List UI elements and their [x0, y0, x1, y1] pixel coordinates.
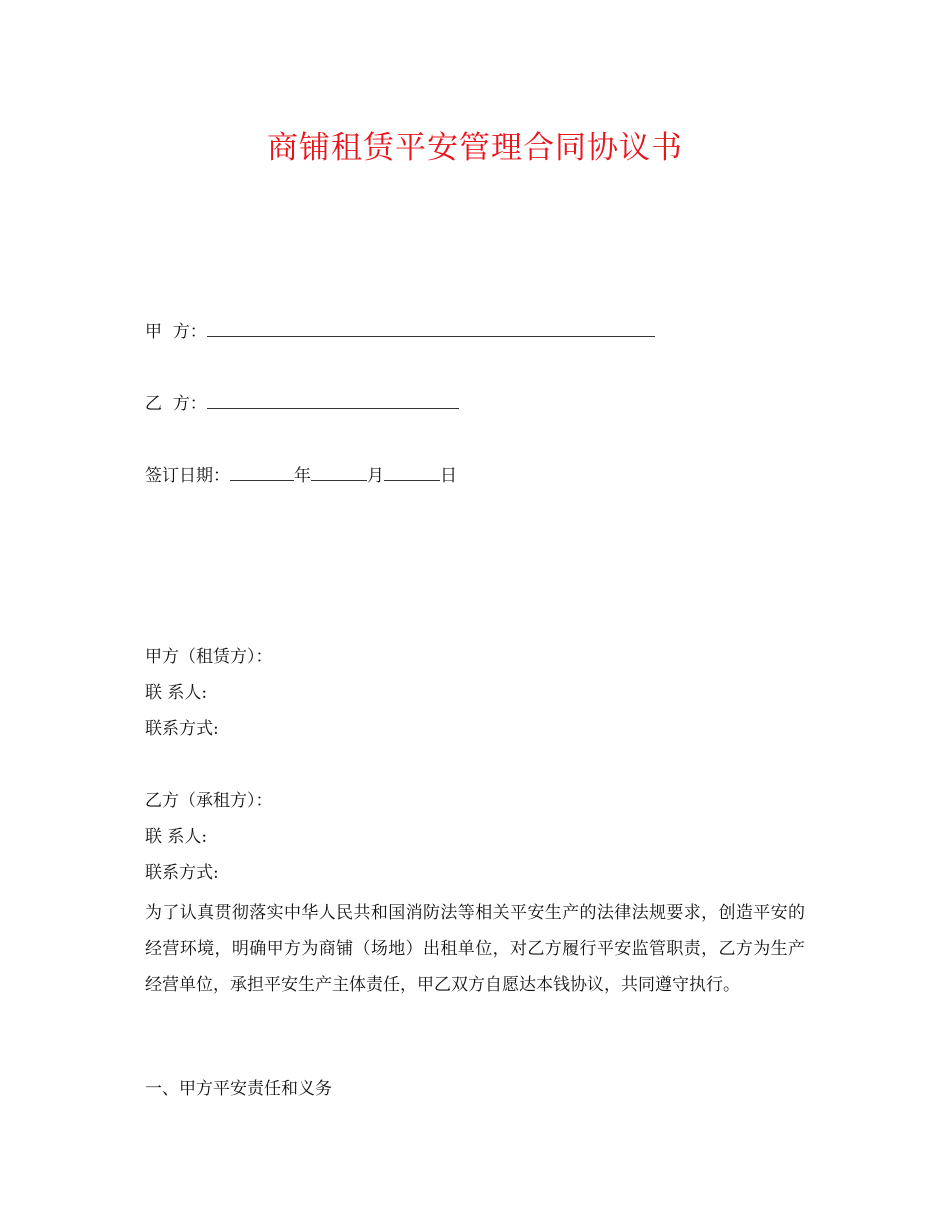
- year-blank[interactable]: [230, 464, 294, 481]
- sign-date-label: 签订日期：: [145, 466, 230, 486]
- lessor-contact-person: 联 系人:: [145, 683, 208, 703]
- year-label: 年: [294, 466, 311, 486]
- party-a-label: 甲 方：: [145, 322, 207, 342]
- day-label: 日: [440, 466, 457, 486]
- month-label: 月: [367, 466, 384, 486]
- party-a-line: [145, 320, 655, 343]
- lessee-contact-person: 联 系人:: [145, 827, 208, 847]
- party-b-blank[interactable]: [207, 392, 459, 409]
- party-b-line: [145, 392, 459, 415]
- lessor-contact-method: 联系方式:: [145, 719, 219, 739]
- lessor-heading: 甲方（租赁方）：: [145, 647, 273, 667]
- month-blank[interactable]: [311, 464, 367, 481]
- intro-paragraph: 为了认真贯彻落实中华人民共和国消防法等相关平安生产的法律法规要求，创造平安的经营环境，明确甲方为商铺（场地）出租单位，对乙方履行平安监管职责，乙方为生产经营单位，承担平安生产主体责任，甲乙双方自愿达本钱协议，共同遵守执行。: [145, 903, 805, 995]
- document-title: 商铺租赁平安管理合同协议书: [267, 130, 683, 166]
- lessee-contact-method: 联系方式:: [145, 863, 219, 883]
- sign-date-line: [145, 464, 457, 487]
- party-a-blank[interactable]: [207, 320, 655, 337]
- party-b-label: 乙 方：: [145, 394, 207, 414]
- lessee-heading: 乙方（承租方）：: [145, 791, 273, 811]
- day-blank[interactable]: [384, 464, 440, 481]
- section-1-heading: 一、甲方平安责任和义务: [145, 1079, 332, 1099]
